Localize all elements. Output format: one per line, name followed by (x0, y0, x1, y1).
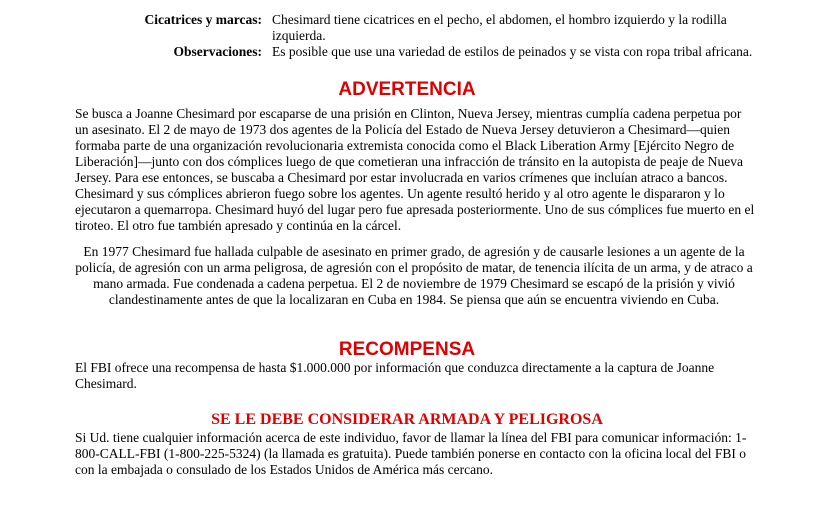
reward-heading: RECOMPENSA (338, 339, 476, 360)
warning-heading: ADVERTENCIA (338, 79, 476, 100)
attribute-value: Chesimard tiene cicatrices en el pecho, el abdomen, el hombro izquierdo y la rodilla izquierda. (272, 12, 727, 43)
attribute-label: Observaciones: (173, 44, 262, 59)
attributes-table (100, 12, 780, 60)
reward-text: El FBI ofrece una recompensa de hasta $1.000.000 por información que conduzca directamente a la captura de Joanne Chesimard. (75, 360, 715, 391)
caution-text: Si Ud. tiene cualquier información acerca de este individuo, favor de llamar la línea del FBI para comunicar información: 1-800-CALL-FBI (1-800-225-5324) (la llamada es gratuita). Puede también ponerse en contacto con la oficina local del FBI o con la embajada o consulado de los Estados Unidos de América más cercano. (75, 430, 747, 477)
attribute-value: Es posible que use una variedad de estilos de peinados y se vista con ropa tribal africana. (272, 44, 753, 59)
caution-heading: SE LE DEBE CONSIDERAR ARMADA Y PELIGROSA (211, 411, 603, 428)
attribute-label: Cicatrices y marcas: (144, 12, 262, 27)
attribute-row-scars (100, 12, 780, 44)
warning-paragraph-1: Se busca a Joanne Chesimard por escaparse de una prisión en Clinton, Nueva Jersey, mientras cumplía cadena perpetua por un asesinato. El 2 de mayo de 1973 dos agentes de la Policía del Estado de Nueva Jersey detuvieron a Chesimard—quien formaba parte de una organización revolucionaria extremista conocida como el Black Liberation Army [Ejército Negro de Liberación]—junto con dos cómplices luego de que cometieran una infracción de tránsito en la autopista de peaje de Nueva Jersey. Para ese entonces, se buscaba a Chesimard por estar involucrada en varios crímenes que incluían atraco a bancos. Chesimard y sus cómplices abrieron fuego sobre los agentes. Un agente resultó herido y al otro agente le dispararon y lo ejecutaron a quemarropa. Chesimard huyó del lugar pero fue apresada posteriormente. Uno de sus cómplices fue muerto en el tiroteo. El otro fue también apresado y continúa en la cárcel. (75, 106, 755, 233)
attribute-row-remarks (100, 44, 780, 60)
warning-paragraph-2: En 1977 Chesimard fue hallada culpable de asesinato en primer grado, de agresión y de causarle lesiones a un agente de la policía, de agresión con un arma peligrosa, de agresión con el propósito de matar, de tenencia ilícita de un arma, y de atraco a mano armada. Fue condenada a cadena perpetua. El 2 de noviembre de 1979 Chesimard se escapó de la prisión y vivió clandestinamente antes de que la localizaran en Cuba en 1984. Se piensa que aún se encuentra viviendo en Cuba. (75, 244, 753, 307)
